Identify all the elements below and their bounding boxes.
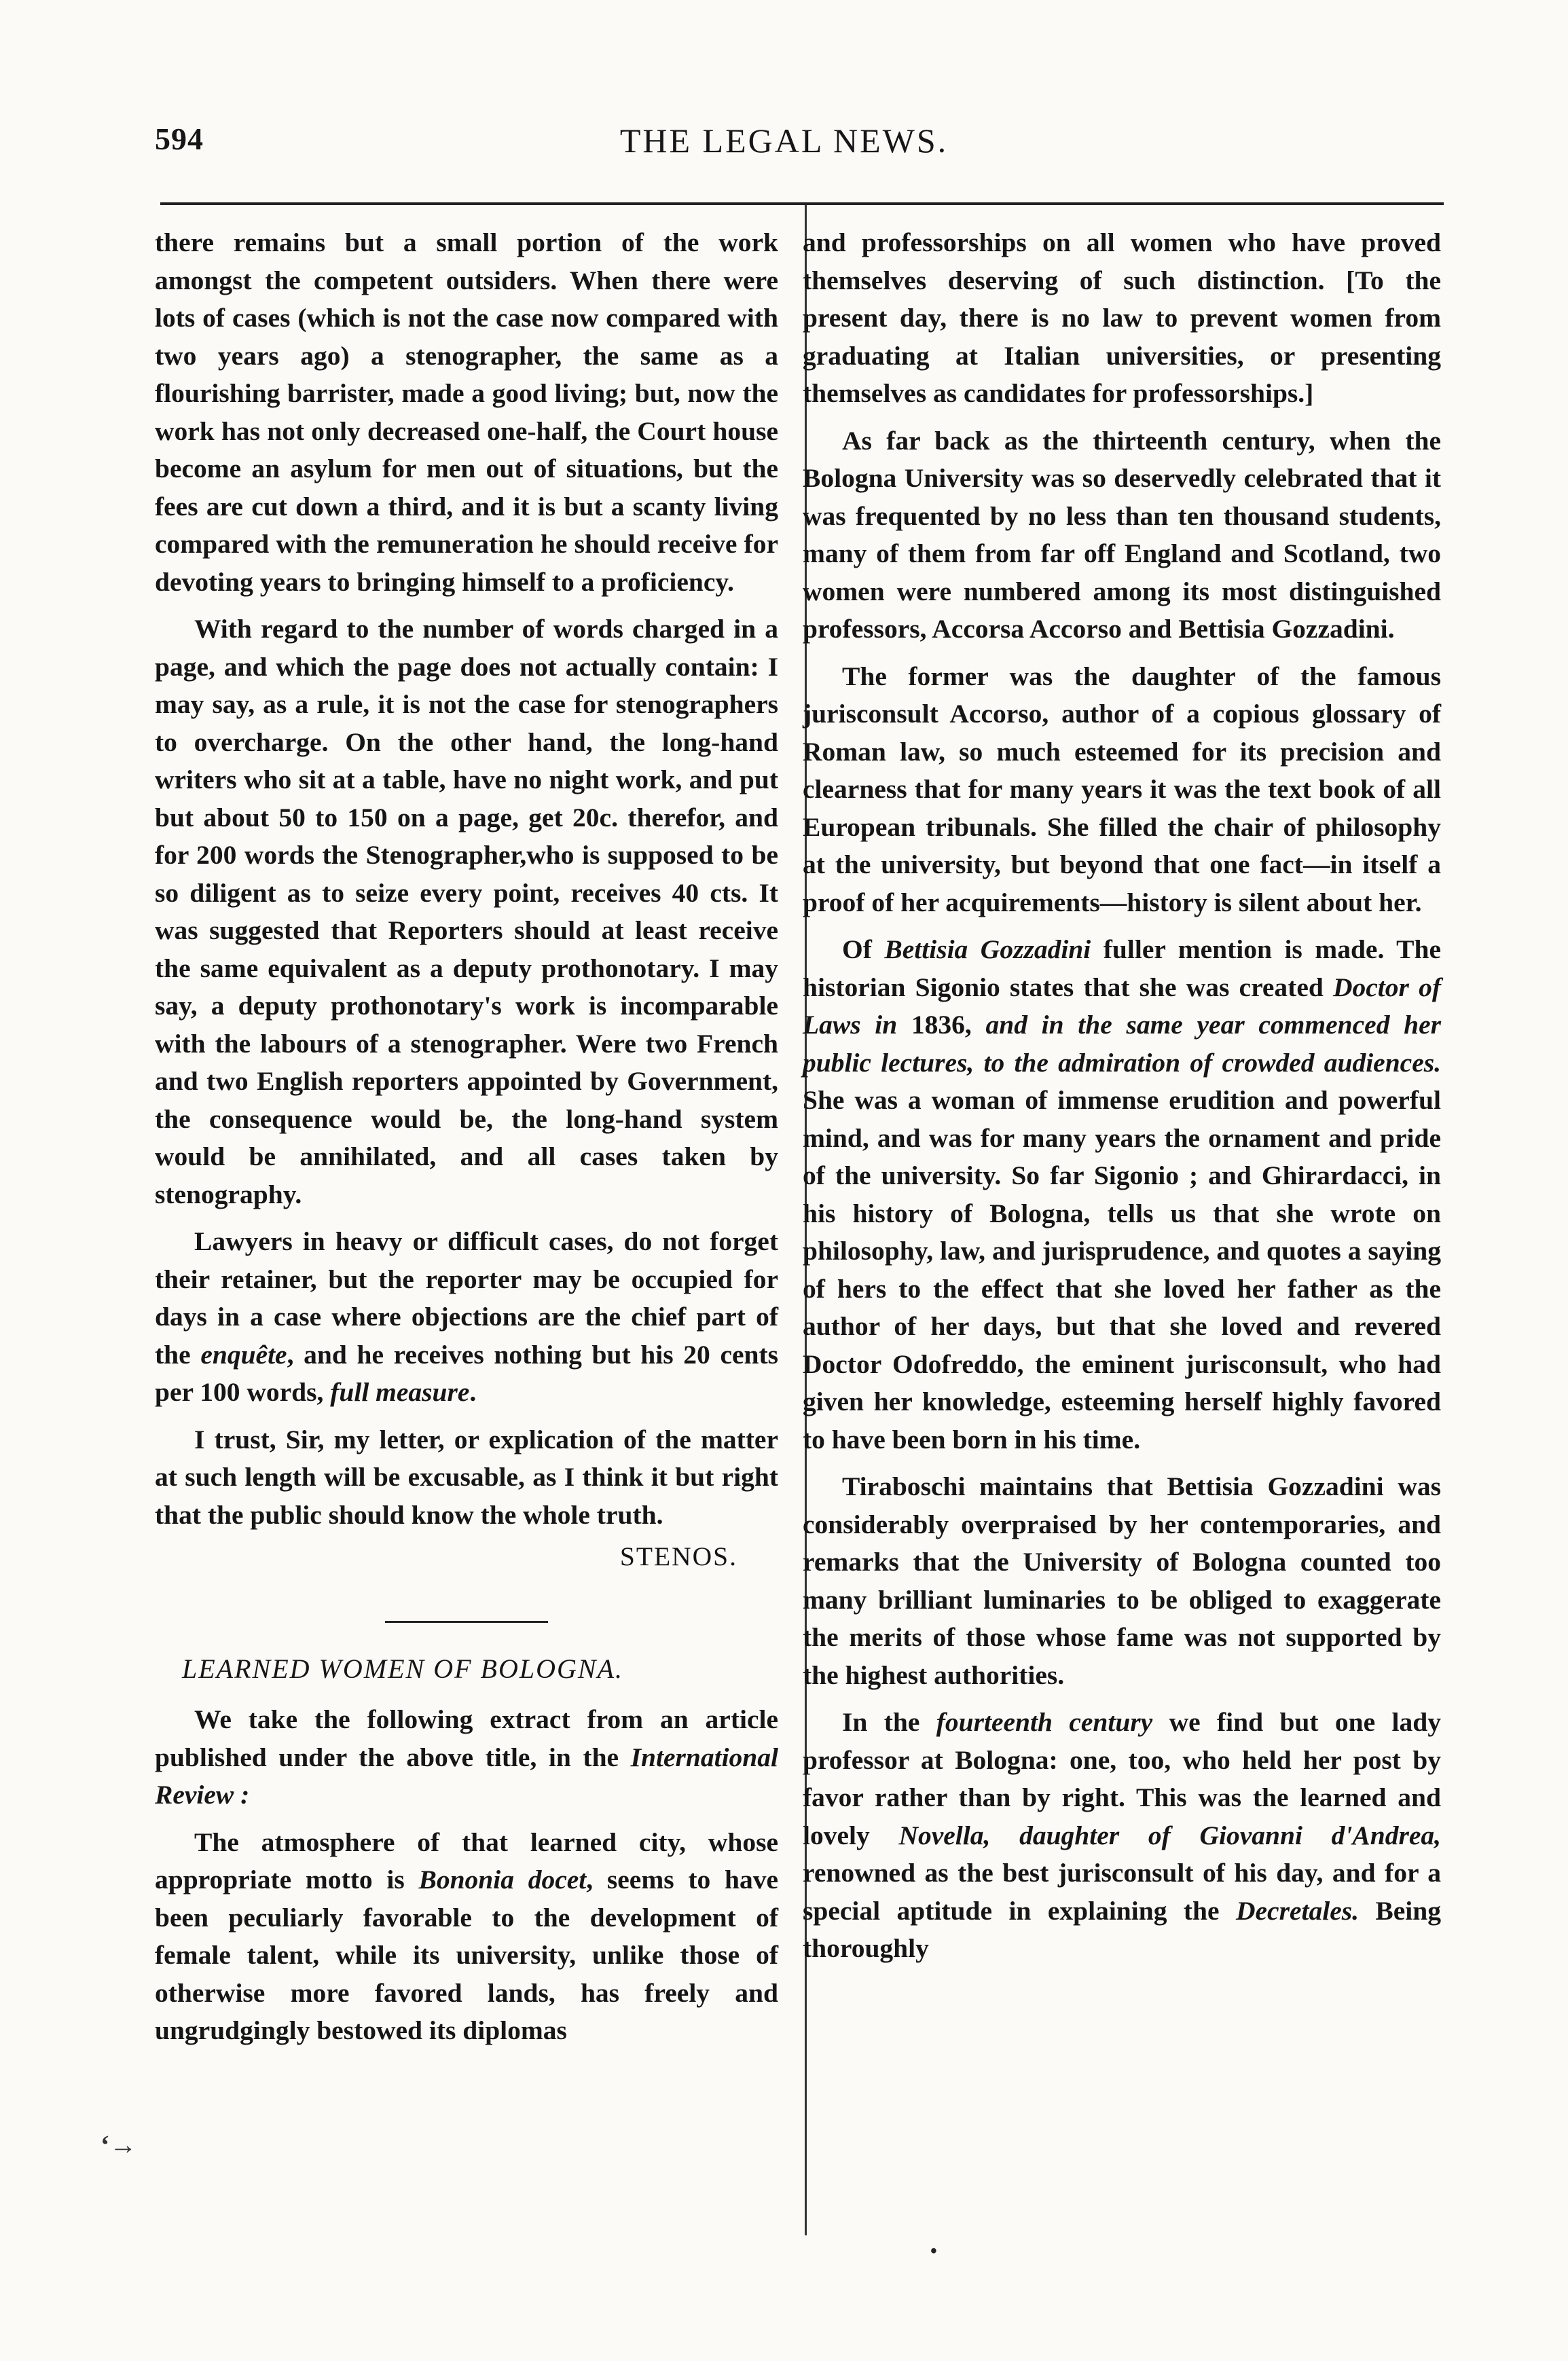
publication-title: International Review : <box>155 1742 778 1810</box>
signature: STENOS. <box>619 1541 737 1571</box>
paragraph: there remains but a small portion of the work amongst the competent outsiders. When there were lots of cases (which is not the case now compared with two years ago) a stenographer, the same as a flourishing barrister, made a good living; but, now the work has not only decreased one-half, the Court house become an asylum for men out of situations, but the fees are cut down a third, and it is but a scanty living compared with the remuneration he should receive for devoting years to bringing himself to a proficiency. <box>155 227 778 597</box>
ink-speck: • <box>930 2241 937 2262</box>
paragraph: With regard to the number of words charged in a page, and which the page does not actually contain: I may say, as a rule, it is not the case for stenographers to overcharge. On the other hand, the long-hand writers who sit at a table, have no night work, and put but about 50 to 150 on a page, get 20c. therefor, and for 200 words the Stenographer,who is supposed to be so diligent as to seize every point, receives 40 cts. It was suggested that Reporters should at least receive the same equivalent as a deputy prothonotary. I may say, a deputy prothonotary's work is incomparable with the labours of a stenographer. Were two French and two English reporters appointed by Government, the consequence would be, the long-hand system would be annihilated, and all cases taken by stenography. <box>155 614 778 1209</box>
paragraph: As far back as the thirteenth century, when the Bologna University was so deservedly celebrated that it was frequented by no less than ten thousand students, many of them from far off England and Scotland, two women were numbered among its most distinguished professors, Accorsa Accorso and Bettisia Gozzadini. <box>803 425 1441 644</box>
paragraph: Lawyers in heavy or difficult cases, do not forget their retainer, but the reporter may be occupied for days in a case where objections are the chief part of the enquête, and he receives nothing but his 20 cents per 100 words, full measure. <box>155 1226 778 1407</box>
paragraph: The atmosphere of that learned city, whose appropriate motto is Bononia docet, seems to have been peculiarly favorable to the development of female talent, while its university, unlike those of otherwise more favored lands, has freely and ungrudgingly bestowed its diplomas <box>155 1827 778 2045</box>
italic-term: fourteenth century <box>936 1707 1153 1737</box>
page-number: 594 <box>155 122 204 156</box>
section-divider <box>385 1621 548 1623</box>
italic-term: Decretales. <box>1236 1895 1359 1926</box>
italic-term: Doctor of Laws in <box>803 972 1441 1040</box>
paragraph: In the fourteenth century we find but one lady professor at Bologna: one, too, who held her post by favor rather than by right. This was the learned and lovely Novella, daughter of Giovanni d'Andrea, renowned as the best jurisconsult of his day, and for a special aptitude in explaining the Decretales. Being thoroughly <box>803 1707 1441 1963</box>
italic-name: Novella, daughter of Giovanni d'Andrea, <box>898 1820 1441 1850</box>
section-title: LEARNED WOMEN OF BOLOGNA. <box>182 1653 623 1684</box>
italic-phrase: and in the same year commenced her public lectures, to the admiration of crowded audiences. <box>803 1010 1442 1078</box>
left-column <box>155 224 778 2050</box>
italic-term: full measure <box>330 1377 470 1407</box>
paragraph: We take the following extract from an article published under the above title, in the International Review : <box>155 1704 778 1810</box>
paragraph: The former was the daughter of the famous jurisconsult Accorso, author of a copious glossary of Roman law, so much esteemed for its precision and clearness that for many years it was the text book of all European tribunals. She filled the chair of philosophy at the university, but beyond that one fact—in itself a proof of her acquirements—history is silent about her. <box>803 661 1441 917</box>
paragraph: I trust, Sir, my letter, or explication of the matter at such length will be excusable, as I think it but right that the public should know the whole truth. <box>155 1424 778 1530</box>
italic-term: enquête <box>200 1339 287 1370</box>
paragraph: Of Bettisia Gozzadini fuller mention is made. The historian Sigonio states that she was created Doctor of Laws in 1836, and in the same year commenced her public lectures, to the admiration of crowded audiences. She was a woman of immense erudition and powerful mind, and was for many years the ornament and pride of the university. So far Sigonio ; and Ghirardacci, in his history of Bologna, tells us that she wrote on philosophy, law, and jurisprudence, and quotes a saying of hers to the effect that she loved her father as the author of her days, but that she loved and revered Doctor Odofreddo, the eminent jurisconsult, who had given her knowledge, esteeming herself highly favored to have been born in his time. <box>803 934 1442 1454</box>
paragraph: and professorships on all women who have proved themselves deserving of such distinction. [To the present day, there is no law to prevent women from graduating at Italian universities, or presenting themselves as candidates for professorships.] <box>803 227 1441 408</box>
margin-mark: ‘→ <box>101 2129 137 2160</box>
italic-name: Bettisia Gozzadini <box>884 934 1091 964</box>
running-title: THE LEGAL NEWS. <box>619 122 949 160</box>
paragraph: Tiraboschi maintains that Bettisia Gozzadini was considerably overpraised by her contemporaries, and remarks that the University of Bologna counted too many brilliant luminaries to be obliged to exaggerate the merits of those whose fame was not supported by the highest authorities. <box>803 1471 1441 1690</box>
header-rule <box>160 202 1444 205</box>
motto: Bononia docet <box>418 1865 587 1895</box>
right-column <box>803 224 1441 1968</box>
